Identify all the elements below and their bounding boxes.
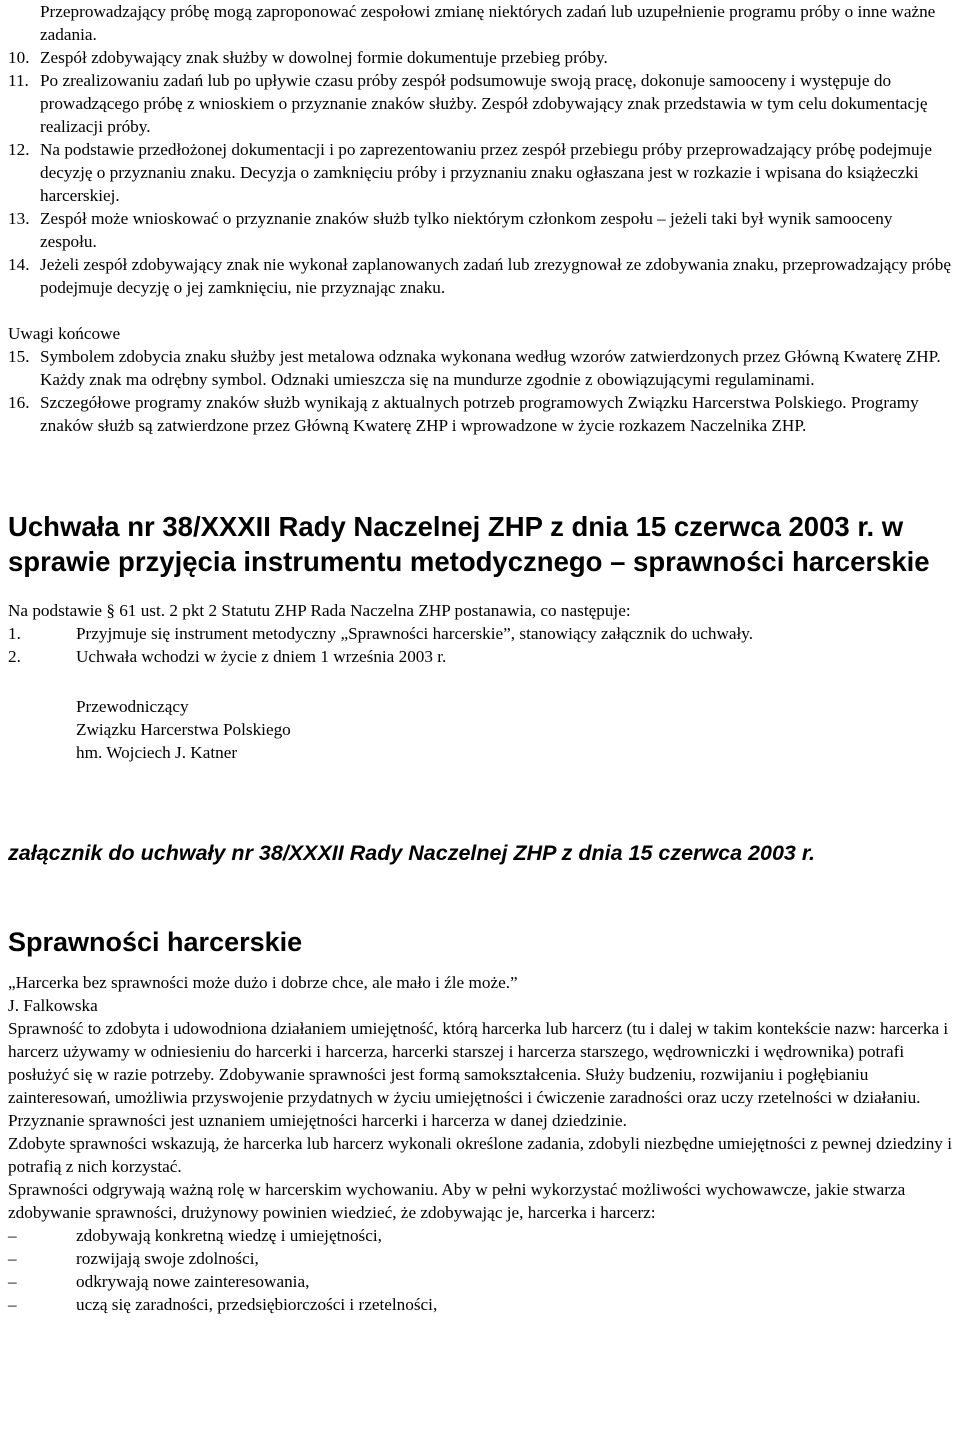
- quote: „Harcerka bez sprawności może dużo i dobrze chce, ale mało i źle może.”: [8, 973, 518, 992]
- signature-org: Związku Harcerstwa Polskiego: [76, 720, 291, 739]
- point-number: 1.: [8, 624, 21, 643]
- rule-text: Jeżeli zespół zdobywający znak nie wykonał zaplanowanych zadań lub zrezygnował ze zdobywania znaku, przeprowadzający próbę podejmuje decyzję o jej zamknięciu, nie przyznając znaku.: [40, 255, 951, 297]
- intro-text: Przeprowadzający próbę mogą zaproponować zespołowi zmianę niektórych zadań lub uzupełnienie programu próby o inne ważne zadania.: [40, 2, 936, 44]
- rule-text: Zespół może wnioskować o przyznanie znaków służb tylko niektórym członkom zespołu – jeżeli taki był wynik samooceny zespołu.: [40, 209, 893, 251]
- final-rules-list: [8, 345, 952, 437]
- signature-block: [8, 695, 952, 764]
- list-item: [8, 1293, 952, 1316]
- resolution-points: [8, 622, 952, 668]
- resolution-basis: Na podstawie § 61 ust. 2 pkt 2 Statutu ZHP Rada Naczelna ZHP postanawia, co następuje:: [8, 601, 631, 620]
- list-item: [8, 1247, 952, 1270]
- final-remarks-heading: Uwagi końcowe: [8, 324, 121, 343]
- section-title: Sprawności harcerskie: [8, 927, 303, 957]
- rule-text: Po zrealizowaniu zadań lub po upływie czasu próby zespół podsumowuje swoją pracę, dokonuje samooceny i występuje do prowadzącego próbę z wnioskiem o przyznanie znaków służby. Zespół zdobywający znak przedstawia w tym celu dokumentację realizacji próby.: [40, 71, 928, 136]
- dash-marker: –: [8, 1272, 17, 1291]
- rule-item: [8, 253, 952, 299]
- resolution-point: [8, 645, 952, 668]
- rule-number: 16.: [8, 393, 30, 412]
- rule-item: [8, 391, 952, 437]
- point-text: Przyjmuje się instrument metodyczny „Sprawności harcerskie”, stanowiący załącznik do uchwały.: [76, 624, 754, 643]
- rule-number: 13.: [8, 209, 30, 228]
- rule-text: Na podstawie przedłożonej dokumentacji i po zaprezentowaniu przez zespół przebiegu próby przeprowadzający próbę podejmuje decyzję o przyznaniu znaku. Decyzja o zamknięciu próby i przyznaniu znaku ogłaszana jest w rozkazie i wpisana do książeczki harcerskiej.: [40, 140, 932, 205]
- paragraph: Sprawności odgrywają ważną rolę w harcerskim wychowaniu. Aby w pełni wykorzystać możliwości wychowawcze, jakie stwarza zdobywanie sprawności, drużynowy powinien wiedzieć, że zdobywając je, harcerka i harcerz:: [8, 1180, 906, 1222]
- rule-item: [8, 207, 952, 253]
- list-item-text: uczą się zaradności, przedsiębiorczości i rzetelności,: [76, 1295, 438, 1314]
- rule-number: 10.: [8, 48, 30, 67]
- rule-number: 12.: [8, 140, 30, 159]
- signature-name: hm. Wojciech J. Katner: [76, 743, 238, 762]
- rule-item: [8, 345, 952, 391]
- point-text: Uchwała wchodzi w życie z dniem 1 września 2003 r.: [76, 647, 447, 666]
- rule-item: [8, 46, 952, 69]
- rule-number: 15.: [8, 347, 30, 366]
- rule-item: [8, 138, 952, 207]
- rule-text: Symbolem zdobycia znaku służby jest metalowa odznaka wykonana według wzorów zatwierdzonych przez Główną Kwaterę ZHP. Każdy znak ma odrębny symbol. Odznaki umieszcza się na mundurze zgodnie z obowiązującymi regulaminami.: [40, 347, 941, 389]
- dash-marker: –: [8, 1226, 17, 1245]
- list-item-text: odkrywają nowe zainteresowania,: [76, 1272, 310, 1291]
- annex-title: załącznik do uchwały nr 38/XXXII Rady Naczelnej ZHP z dnia 15 czerwca 2003 r.: [8, 841, 815, 865]
- paragraph: Zdobyte sprawności wskazują, że harcerka lub harcerz wykonali określone zadania, zdobyli niezbędne umiejętności z pewnej dziedziny i potrafią z nich korzystać.: [8, 1134, 952, 1176]
- rule-text: Szczegółowe programy znaków służb wynikają z aktualnych potrzeb programowych Związku Harcerstwa Polskiego. Programy znaków służb są zatwierdzone przez Główną Kwaterę ZHP i wprowadzone w życie rozkazem Naczelnika ZHP.: [40, 393, 919, 435]
- quote-author: J. Falkowska: [8, 996, 98, 1015]
- list-item: [8, 1270, 952, 1293]
- rule-number: 11.: [8, 71, 29, 90]
- rule-text: Zespół zdobywający znak służby w dowolnej formie dokumentuje przebieg próby.: [40, 48, 608, 67]
- dash-marker: –: [8, 1249, 17, 1268]
- intro-continuation: [8, 0, 952, 46]
- rule-item: [8, 69, 952, 138]
- list-item: [8, 1224, 952, 1247]
- paragraph: Sprawność to zdobyta i udowodniona działaniem umiejętność, którą harcerka lub harcerz (tu i dalej w takim kontekście nazw: harcerka i harcerz używamy w odniesieniu do harcerki i harcerza, harcerki starszej i harcerza starszego, wędrowniczki i wędrownika) potrafi posłużyć się w razie potrzeby. Zdobywanie sprawności jest formą samokształcenia. Służy budzeniu, rozwijaniu i pogłębianiu zainteresowań, umożliwia przyswojenie przydatnych w życiu umiejętności i ćwiczenie zaradności oraz uczy rzetelności w działaniu. Przyznanie sprawności jest uznaniem umiejętności harcerki i harcerza w danej dziedzinie.: [8, 1019, 949, 1130]
- signature-role: Przewodniczący: [76, 697, 189, 716]
- dash-marker: –: [8, 1295, 17, 1314]
- bullet-list: [8, 1224, 952, 1316]
- list-item-text: rozwijają swoje zdolności,: [76, 1249, 259, 1268]
- resolution-point: [8, 622, 952, 645]
- rules-list: [8, 46, 952, 299]
- list-item-text: zdobywają konkretną wiedzę i umiejętności,: [76, 1226, 382, 1245]
- rule-number: 14.: [8, 255, 30, 274]
- point-number: 2.: [8, 647, 21, 666]
- resolution-title: Uchwała nr 38/XXXII Rady Naczelnej ZHP z dnia 15 czerwca 2003 r. w sprawie przyjęcia instrumentu metodycznego – sprawności harcerskie: [8, 511, 930, 577]
